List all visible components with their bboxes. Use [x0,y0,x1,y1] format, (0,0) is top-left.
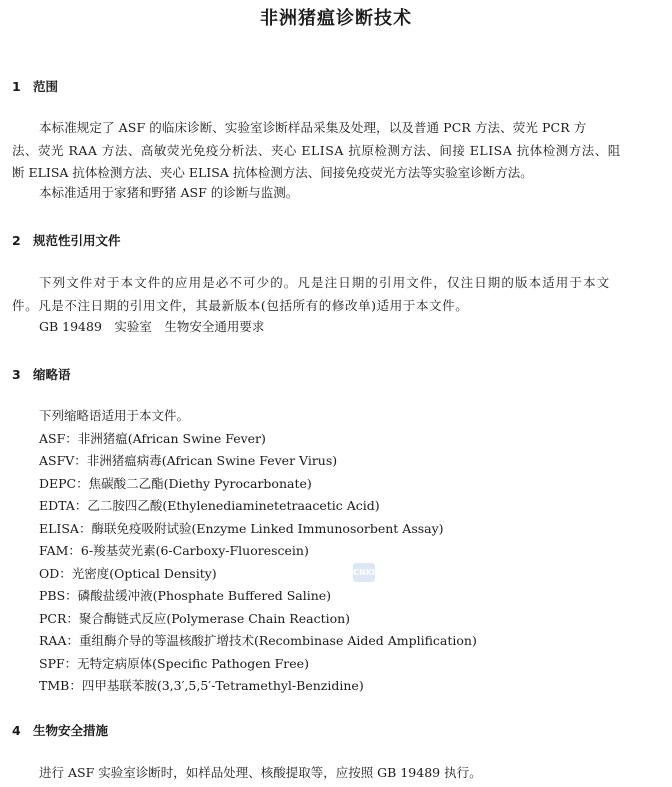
text-line: 下列文件对于本文件的应用是必不可少的。凡是注日期的引用文件，仅注日期的版本适用于本文 [39,275,611,290]
list-item: TMB：四甲基联苯胺(3,3′,5,5′-Tetramethyl-Benzidine) [39,678,364,693]
section-title: 生物安全措施 [33,723,109,738]
text-line: 进行 ASF 实验室诊断时，如样品处理、核酸提取等，应按照 GB 19489 执行。 [39,765,482,780]
section-number: 4 [12,723,21,738]
text-line: 本标准适用于家猪和野猪 ASF 的诊断与监测。 [39,185,299,200]
list-item: ELISA：酶联免疫吸附试验(Enzyme Linked Immunosorbent Assay) [39,520,444,536]
watermark-logo: CNKI [353,563,375,582]
abbreviation-list [39,405,477,698]
list-item: ASFV：非洲猪瘟病毒(African Swine Fever Virus) [39,453,338,468]
section-3-heading [12,365,71,383]
list-item: OD：光密度(Optical Density) [39,565,217,581]
section-title: 缩略语 [33,367,71,382]
list-intro: 下列缩略语适用于本文件。 [39,408,190,423]
list-item: RAA：重组酶介导的等温核酸扩增技术(Recombinase Aided Amplification) [39,633,477,648]
section-1-paragraph-2 [12,182,664,205]
normative-reference [12,316,664,339]
section-1-heading [12,77,58,95]
section-number: 1 [12,79,21,94]
list-item: PBS：磷酸盐缓冲液(Phosphate Buffered Saline) [39,588,332,603]
list-item: EDTA：乙二胺四乙酸(Ethylenediaminetetraacetic Acid) [39,498,380,513]
text-line: GB 19489 实验室 生物安全通用要求 [39,319,265,334]
section-number: 2 [12,233,21,248]
list-item: SPF：无特定病原体(Specific Pathogen Free) [39,655,309,671]
section-title: 范围 [33,79,59,94]
list-item: DEPC：焦碳酸二乙酯(Diethy Pyrocarbonate) [39,475,312,491]
text-line: 法、荧光 RAA 方法、高敏荧光免疫分析法、夹心 ELISA 抗原检测方法、间接 ELISA 抗体检测方法、阻 [12,142,621,158]
section-2-heading [12,231,121,249]
list-item: FAM：6-羧基荧光素(6-Carboxy-Fluorescein) [39,543,309,558]
section-4-paragraph-1 [12,762,664,785]
document-title: 非洲猪瘟诊断技术 [260,8,412,29]
section-title: 规范性引用文件 [33,233,121,248]
text-line: 本标准规定了 ASF 的临床诊断、实验室诊断样品采集及处理，以及普通 PCR 方法、荧光 PCR 方 [39,120,587,135]
section-1-paragraph-1 [12,117,664,185]
list-item: PCR：聚合酶链式反应(Polymerase Chain Reaction) [39,610,351,626]
list-item: ASF：非洲猪瘟(African Swine Fever) [39,430,266,446]
section-4-heading [12,721,108,739]
section-number: 3 [12,367,21,382]
section-2-paragraph-1 [12,272,664,317]
text-line: 断 ELISA 抗体检测方法、夹心 ELISA 抗体检测方法、间接免疫荧光方法等实验室诊断方法。 [12,165,533,180]
text-line: 件。凡是不注日期的引用文件，其最新版本(包括所有的修改单)适用于本文件。 [12,297,469,313]
